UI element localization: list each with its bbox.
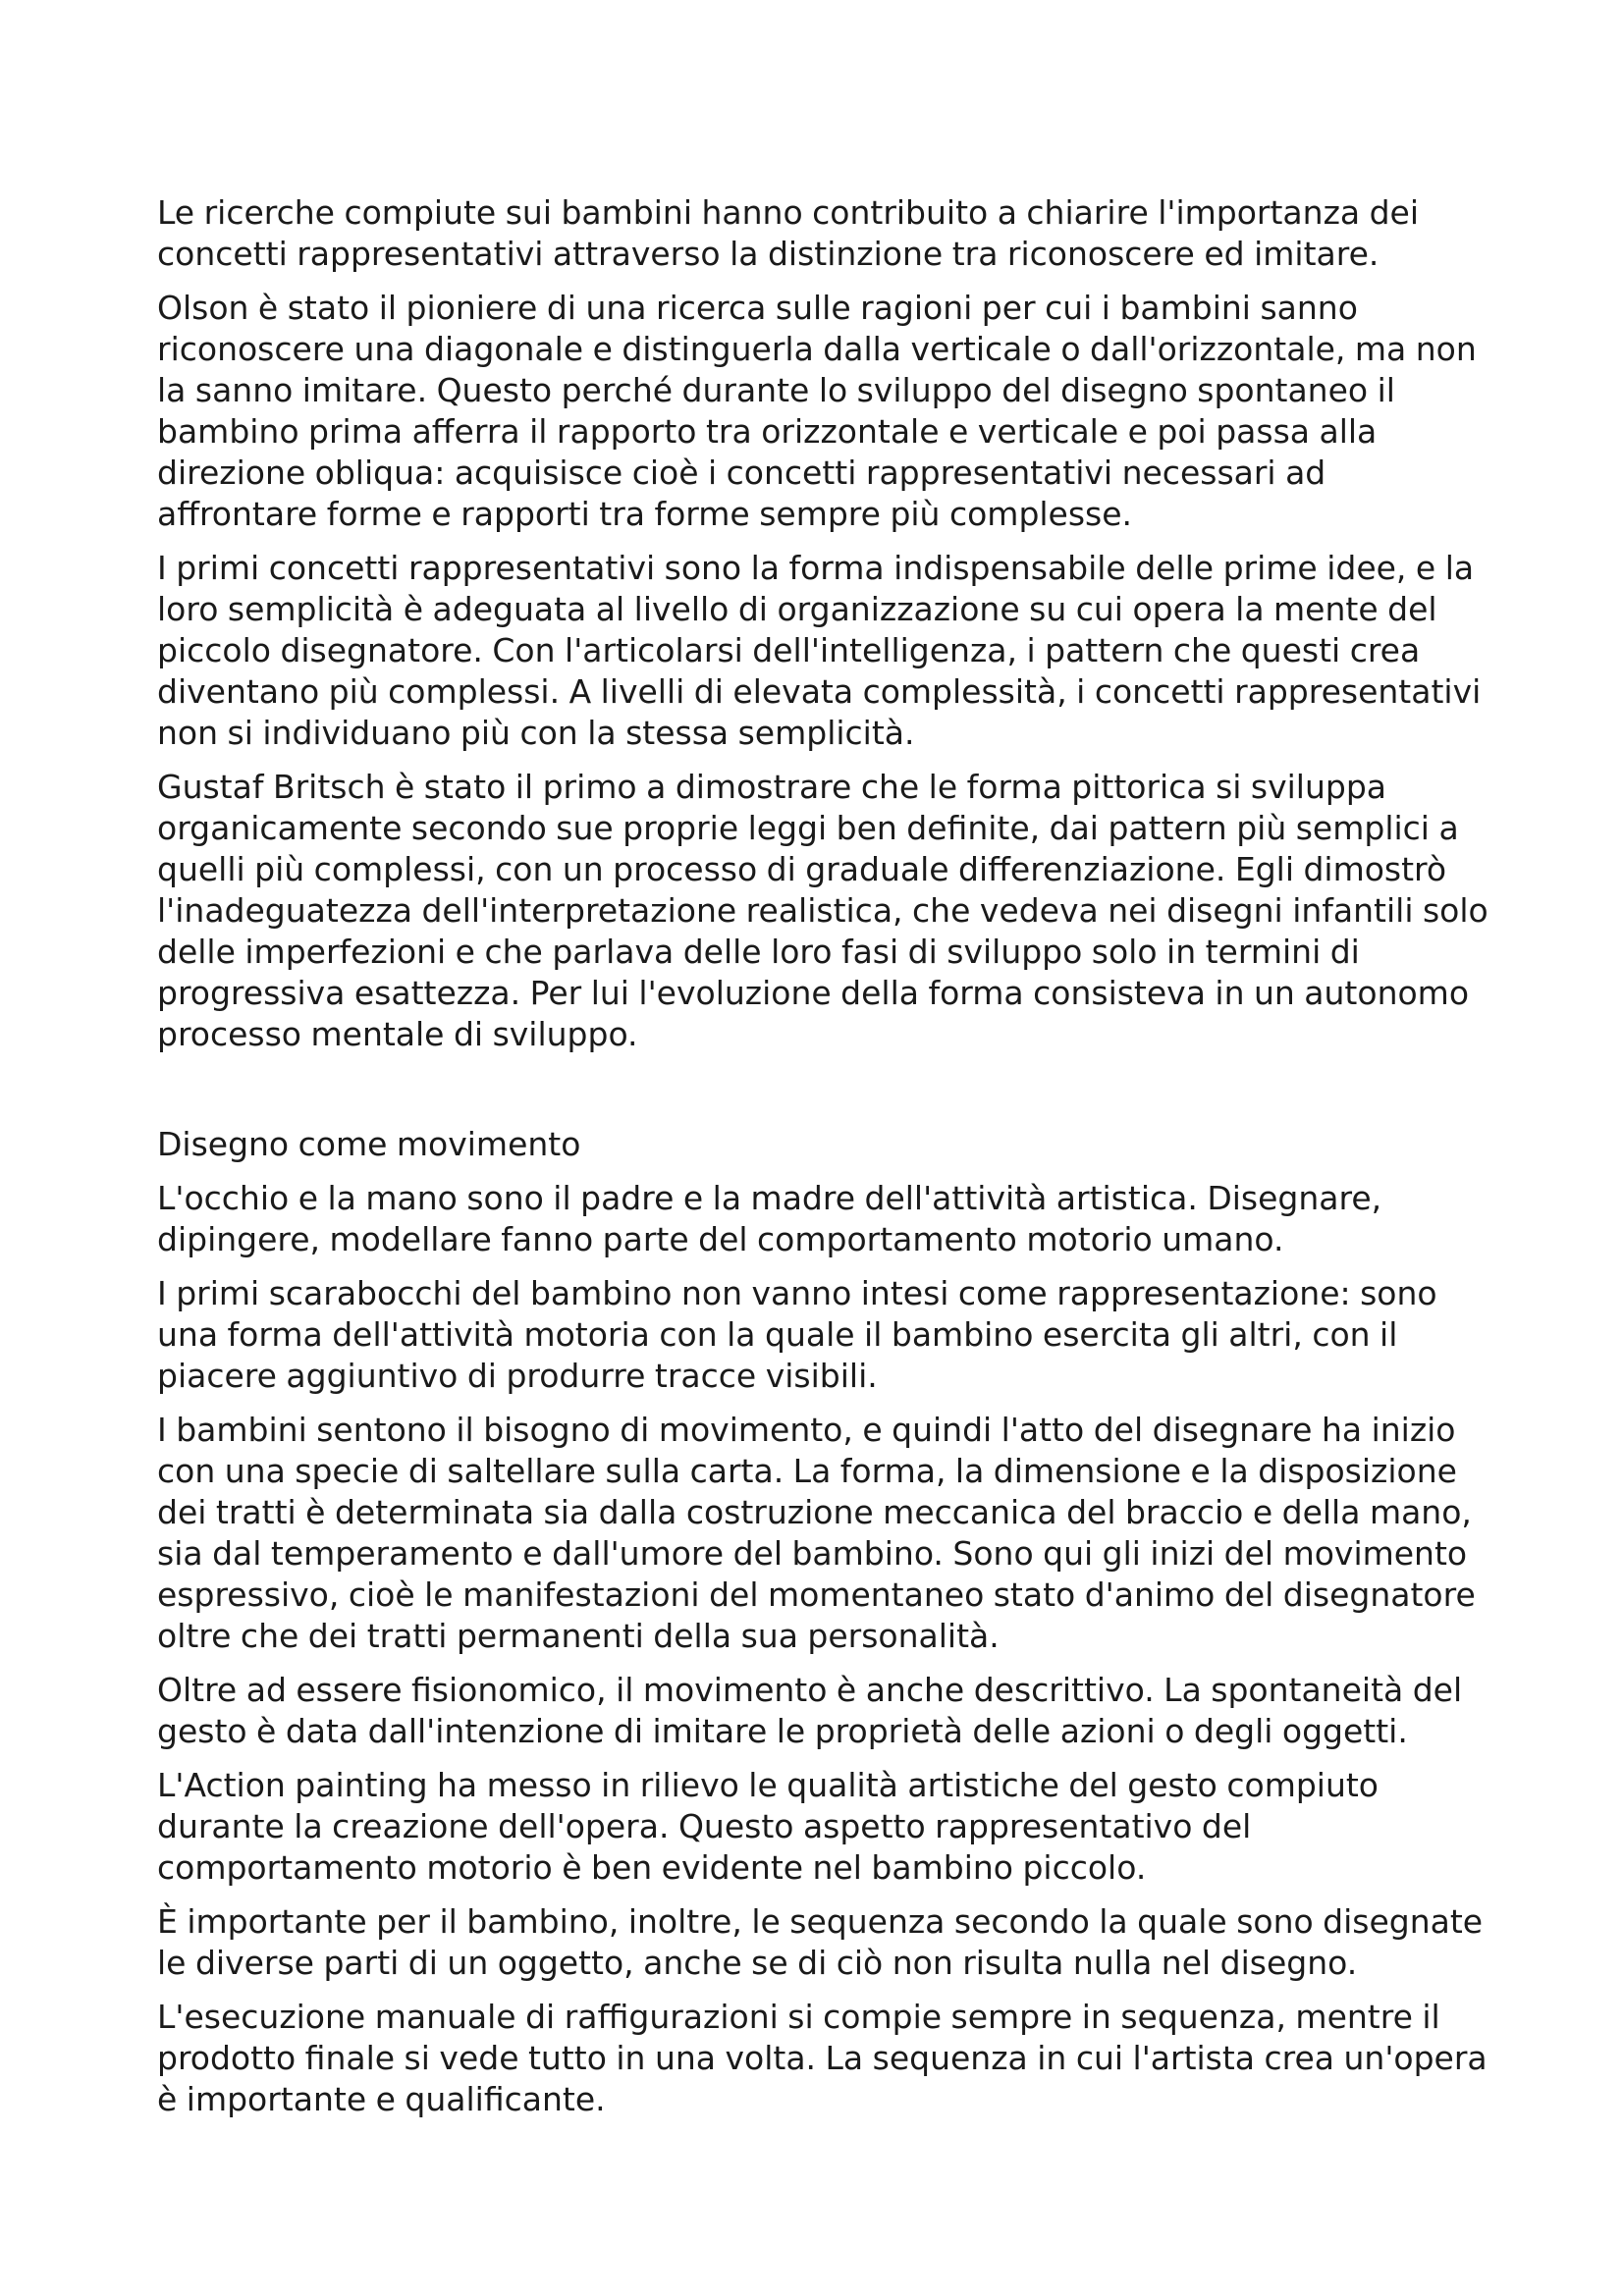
section-heading: Disegno come movimento — [157, 1125, 581, 1163]
paragraph: Oltre ad essere fisionomico, il movimento è anche descrittivo. La spontaneità del gesto è data dall'intenzione di imitare le proprietà delle azioni o degli oggetti. — [157, 1671, 1463, 1750]
paragraph: Le ricerche compiute sui bambini hanno contribuito a chiarire l'importanza dei concetti rappresentativi attraverso la distinzione tra riconoscere ed imitare. — [157, 193, 1420, 273]
paragraph: I primi concetti rappresentativi sono la forma indispensabile delle prime idee, e la loro semplicità è adeguata al livello di organizzazione su cui opera la mente del piccolo disegnatore. Con l'articolarsi dell'intelligenza, i pattern che questi crea diventano più complessi. A livelli di elevata complessità, i concetti rappresentativi non si individuano più con la stessa semplicità. — [157, 549, 1482, 752]
paragraph: L'Action painting ha messo in rilievo le qualità artistiche del gesto compiuto durante la creazione dell'opera. Questo aspetto rappresentativo del comportamento motorio è ben evidente nel bambino piccolo. — [157, 1766, 1379, 1887]
paragraph: L'esecuzione manuale di raffigurazioni si compie sempre in sequenza, mentre il prodotto finale si vede tutto in una volta. La sequenza in cui l'artista crea un'opera è importante e qualificante. — [157, 1998, 1488, 2118]
document-body — [157, 192, 1492, 2133]
paragraph: I primi scarabocchi del bambino non vanno intesi come rappresentazione: sono una forma dell'attività motoria con la quale il bambino esercita gli altri, con il piacere aggiuntivo di produrre tracce visibili. — [157, 1274, 1437, 1395]
paragraph: L'occhio e la mano sono il padre e la madre dell'attività artistica. Disegnare, dipingere, modellare fanno parte del comportamento motorio umano. — [157, 1179, 1382, 1258]
paragraph: È importante per il bambino, inoltre, le sequenza secondo la quale sono disegnate le diverse parti di un oggetto, anche se di ciò non risulta nulla nel disegno. — [157, 1902, 1484, 1982]
paragraph: Olson è stato il pioniere di una ricerca sulle ragioni per cui i bambini sanno riconoscere una diagonale e distinguerla dalla verticale o dall'orizzontale, ma non la sanno imitare. Questo perché durante lo sviluppo del disegno spontaneo il bambino prima afferra il rapporto tra orizzontale e verticale e poi passa alla direzione obliqua: acquisisce cioè i concetti rappresentativi necessari ad affrontare forme e rapporti tra forme sempre più complesse. — [157, 289, 1477, 533]
paragraph: Gustaf Britsch è stato il primo a dimostrare che le forma pittorica si sviluppa organicamente secondo sue proprie leggi ben definite, dai pattern più semplici a quelli più complessi, con un processo di graduale differenziazione. Egli dimostrò l'inadeguatezza dell'interpretazione realistica, che vedeva nei disegni infantili solo delle imperfezioni e che parlava delle loro fasi di sviluppo solo in termini di progressiva esattezza. Per lui l'evoluzione della forma consisteva in un autonomo processo mentale di sviluppo. — [157, 768, 1488, 1053]
paragraph: I bambini sentono il bisogno di movimento, e quindi l'atto del disegnare ha inizio con una specie di saltellare sulla carta. La forma, la dimensione e la disposizione dei tratti è determinata sia dalla costruzione meccanica del braccio e della mano, sia dal temperamento e dall'umore del bambino. Sono qui gli inizi del movimento espressivo, cioè le manifestazioni del momentaneo stato d'animo del disegnatore oltre che dei tratti permanenti della sua personalità. — [157, 1411, 1476, 1655]
